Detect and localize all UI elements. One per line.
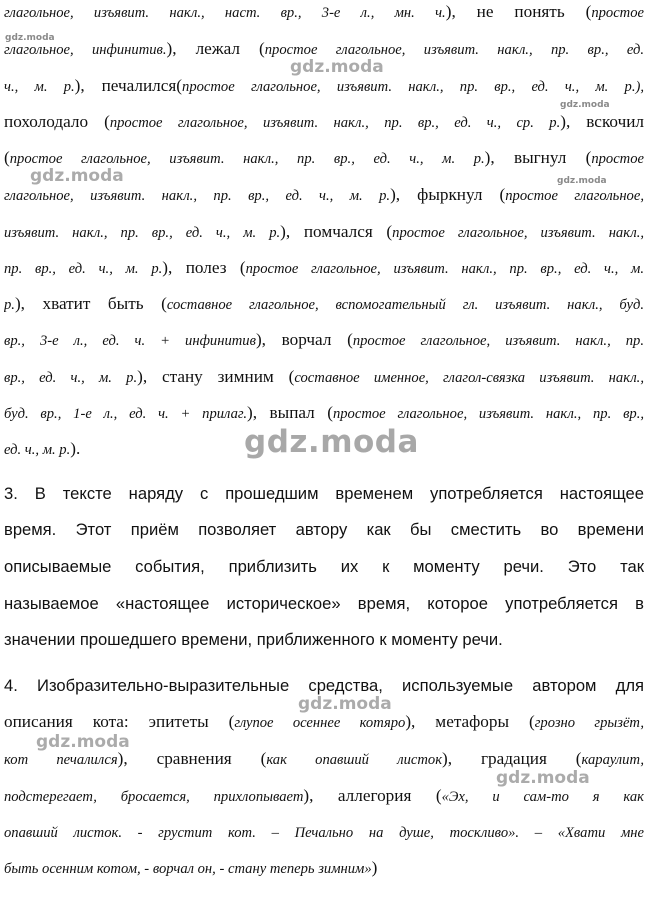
watermark-logo: gdz.moda [244,424,419,460]
paragraph-3-line: время. Этот приём позволяет автору как бы сместить во времени [4,520,644,539]
paragraph-4-line: опавший листок. - грустит кот. – Печально на душе, тоскливо». – «Хвати мне [4,825,644,841]
paragraph-4-line: подстерегает, бросается, прихлопывает), аллегория («Эх, и сам-то я как [4,786,644,805]
text-line: буд. вр., 1-е л., ед. ч. + прилаг.), выпал (простое глагольное, изъявит. накл., пр. вр., [4,403,644,422]
watermark-logo: gdz.moda [30,166,124,186]
text-line: вр., ед. ч., м. р.), стану зимним (составное именное, глагол-связка изъявит. накл., [4,367,644,386]
paragraph-3-line: значении прошедшего времени, приближенного к моменту речи. [4,630,503,649]
text-line: ч., м. р.), печалился(простое глагольное, изъявит. накл., пр. вр., ед. ч., м. р.), [4,76,644,95]
watermark-logo: gdz.moda [5,33,55,43]
text-line: р.), хватит быть (составное глагольное, вспомогательный гл. изъявит. накл., буд. [4,294,644,313]
paragraph-4-line: кот печалился), сравнения (как опавший листок), градация (караулит, [4,749,644,768]
watermark-logo: gdz.moda [557,176,607,186]
text-line: изъявит. накл., пр. вр., ед. ч., м. р.), помчался (простое глагольное, изъявит. накл., [4,222,644,241]
text-line: похолодало (простое глагольное, изъявит. накл., пр. вр., ед. ч., ср. р.), вскочил [4,112,644,131]
text-line: пр. вр., ед. ч., м. р.), полез (простое глагольное, изъявит. накл., пр. вр., ед. ч., м. [4,258,644,277]
paragraph-3-line: называемое «настоящее историческое» время, которое употребляется в [4,594,644,613]
paragraph-3-line: описываемые события, приблизить их к моменту речи. Это так [4,557,644,576]
paragraph-4-line: 4. Изобразительно-выразительные средства, используемые автором для [4,676,644,695]
paragraph-4-line: быть осенним котом, - ворчал он, - стану теперь зимним») [4,858,378,877]
watermark-logo: gdz.moda [290,57,384,77]
watermark-logo: gdz.moda [560,100,610,110]
text-line: ед. ч., м. р.). [4,439,81,458]
text-line: глагольное, инфинитив.), лежал (простое глагольное, изъявит. накл., пр. вр., ед. [4,39,644,58]
paragraph-3-line: 3. В тексте наряду с прошедшим временем употребляется настоящее [4,484,644,503]
text-line: глагольное, изъявит. накл., наст. вр., 3-е л., мн. ч.), не понять (простое [4,2,644,21]
watermark-logo: gdz.moda [298,694,392,714]
paragraph-4-line: описания кота: эпитеты (глупое осеннее котяро), метафоры (грозно грызёт, [4,712,644,731]
text-line: вр., 3-е л., ед. ч. + инфинитив), ворчал (простое глагольное, изъявит. накл., пр. [4,330,644,349]
text-line: глагольное, изъявит. накл., пр. вр., ед. ч., м. р.), фыркнул (простое глагольное, [4,185,644,204]
watermark-logo: gdz.moda [496,768,590,788]
watermark-logo: gdz.moda [36,732,130,752]
text-line: (простое глагольное, изъявит. накл., пр. вр., ед. ч., м. р.), выгнул (простое [4,148,644,167]
